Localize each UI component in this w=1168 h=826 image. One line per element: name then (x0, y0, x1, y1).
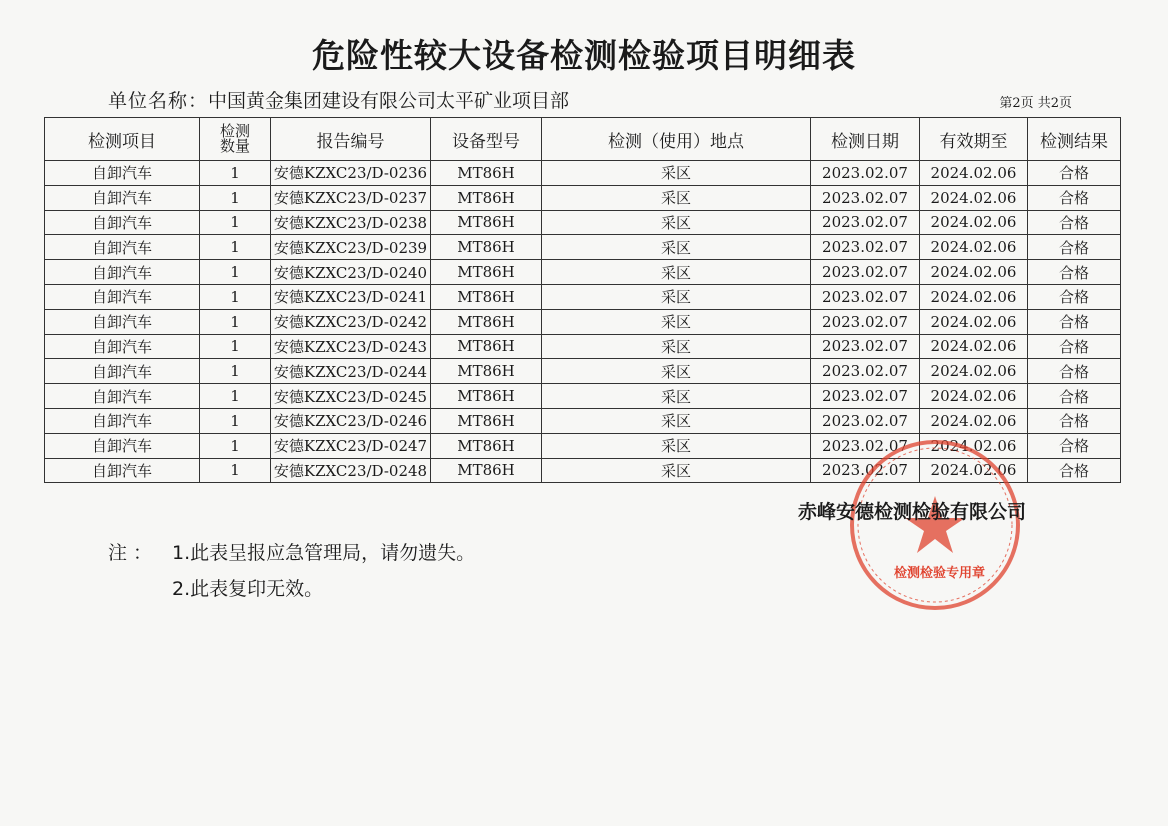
cell-valid: 2024.02.06 (920, 284, 1028, 309)
cell-model: MT86H (431, 185, 542, 210)
cell-item: 自卸汽车 (45, 408, 200, 433)
cell-report-no: 安德KZXC23/D-0244 (271, 359, 431, 384)
cell-item: 自卸汽车 (45, 458, 200, 483)
cell-report-no: 安德KZXC23/D-0238 (271, 210, 431, 235)
cell-item: 自卸汽车 (45, 235, 200, 260)
cell-report-no: 安德KZXC23/D-0247 (271, 433, 431, 458)
cell-result: 合格 (1028, 408, 1121, 433)
cell-qty: 1 (200, 210, 271, 235)
cell-report-no: 安德KZXC23/D-0240 (271, 260, 431, 285)
cell-result: 合格 (1028, 458, 1121, 483)
note-line-2: 2.此表复印无效。 (172, 578, 324, 600)
cell-date: 2023.02.07 (811, 161, 920, 186)
cell-valid: 2024.02.06 (920, 433, 1028, 458)
cell-date: 2023.02.07 (811, 210, 920, 235)
cell-qty: 1 (200, 284, 271, 309)
cell-result: 合格 (1028, 359, 1121, 384)
cell-valid: 2024.02.06 (920, 334, 1028, 359)
table-row (45, 210, 1121, 235)
cell-valid: 2024.02.06 (920, 235, 1028, 260)
cell-valid: 2024.02.06 (920, 408, 1028, 433)
cell-date: 2023.02.07 (811, 408, 920, 433)
cell-qty: 1 (200, 185, 271, 210)
cell-date: 2023.02.07 (811, 235, 920, 260)
cell-valid: 2024.02.06 (920, 260, 1028, 285)
header-valid: 有效期至 (920, 118, 1028, 161)
cell-result: 合格 (1028, 161, 1121, 186)
table-body (45, 161, 1121, 483)
cell-model: MT86H (431, 260, 542, 285)
company-name: 赤峰安德检测检验有限公司 (798, 501, 1027, 523)
header-location: 检测（使用）地点 (542, 118, 811, 161)
page-info: 第2页 共2页 (999, 96, 1072, 111)
cell-qty: 1 (200, 309, 271, 334)
header-report-no: 报告编号 (271, 118, 431, 161)
cell-location: 采区 (542, 210, 811, 235)
cell-valid: 2024.02.06 (920, 359, 1028, 384)
cell-item: 自卸汽车 (45, 284, 200, 309)
cell-model: MT86H (431, 309, 542, 334)
cell-location: 采区 (542, 408, 811, 433)
cell-report-no: 安德KZXC23/D-0246 (271, 408, 431, 433)
cell-qty: 1 (200, 359, 271, 384)
cell-date: 2023.02.07 (811, 433, 920, 458)
cell-qty: 1 (200, 161, 271, 186)
note-lead: 注 ： (108, 542, 153, 564)
cell-report-no: 安德KZXC23/D-0243 (271, 334, 431, 359)
header-model: 设备型号 (431, 118, 542, 161)
cell-location: 采区 (542, 334, 811, 359)
cell-item: 自卸汽车 (45, 161, 200, 186)
cell-model: MT86H (431, 359, 542, 384)
cell-location: 采区 (542, 235, 811, 260)
cell-date: 2023.02.07 (811, 359, 920, 384)
cell-date: 2023.02.07 (811, 284, 920, 309)
table-row (45, 235, 1121, 260)
cell-model: MT86H (431, 210, 542, 235)
header-date: 检测日期 (811, 118, 920, 161)
cell-location: 采区 (542, 161, 811, 186)
cell-report-no: 安德KZXC23/D-0236 (271, 161, 431, 186)
cell-location: 采区 (542, 185, 811, 210)
header-item: 检测项目 (45, 118, 200, 161)
cell-location: 采区 (542, 384, 811, 409)
cell-result: 合格 (1028, 284, 1121, 309)
cell-item: 自卸汽车 (45, 433, 200, 458)
cell-model: MT86H (431, 334, 542, 359)
cell-model: MT86H (431, 408, 542, 433)
cell-report-no: 安德KZXC23/D-0245 (271, 384, 431, 409)
cell-date: 2023.02.07 (811, 334, 920, 359)
cell-item: 自卸汽车 (45, 260, 200, 285)
cell-location: 采区 (542, 309, 811, 334)
cell-valid: 2024.02.06 (920, 309, 1028, 334)
cell-item: 自卸汽车 (45, 210, 200, 235)
note-text-1: 1.此表呈报应急管理局，请勿遗失。 (172, 542, 476, 564)
cell-result: 合格 (1028, 185, 1121, 210)
cell-qty: 1 (200, 384, 271, 409)
cell-result: 合格 (1028, 334, 1121, 359)
cell-model: MT86H (431, 384, 542, 409)
cell-valid: 2024.02.06 (920, 185, 1028, 210)
header-result: 检测结果 (1028, 118, 1121, 161)
cell-result: 合格 (1028, 235, 1121, 260)
cell-qty: 1 (200, 433, 271, 458)
cell-report-no: 安德KZXC23/D-0242 (271, 309, 431, 334)
table-row (45, 408, 1121, 433)
cell-qty: 1 (200, 334, 271, 359)
cell-result: 合格 (1028, 309, 1121, 334)
cell-qty: 1 (200, 260, 271, 285)
cell-item: 自卸汽车 (45, 185, 200, 210)
cell-result: 合格 (1028, 210, 1121, 235)
table-row (45, 284, 1121, 309)
cell-valid: 2024.02.06 (920, 458, 1028, 483)
cell-report-no: 安德KZXC23/D-0237 (271, 185, 431, 210)
cell-location: 采区 (542, 284, 811, 309)
cell-valid: 2024.02.06 (920, 384, 1028, 409)
table-row (45, 309, 1121, 334)
cell-qty: 1 (200, 235, 271, 260)
table-row (45, 359, 1121, 384)
cell-report-no: 安德KZXC23/D-0239 (271, 235, 431, 260)
table-row (45, 260, 1121, 285)
cell-model: MT86H (431, 161, 542, 186)
cell-date: 2023.02.07 (811, 384, 920, 409)
unit-line (108, 86, 569, 113)
cell-qty: 1 (200, 458, 271, 483)
cell-date: 2023.02.07 (811, 309, 920, 334)
cell-valid: 2024.02.06 (920, 161, 1028, 186)
cell-qty: 1 (200, 408, 271, 433)
cell-location: 采区 (542, 458, 811, 483)
table-row (45, 185, 1121, 210)
cell-date: 2023.02.07 (811, 458, 920, 483)
cell-result: 合格 (1028, 433, 1121, 458)
cell-location: 采区 (542, 433, 811, 458)
table-row (45, 334, 1121, 359)
official-seal-icon (848, 438, 1022, 612)
inspection-table (44, 117, 1121, 483)
cell-date: 2023.02.07 (811, 260, 920, 285)
cell-model: MT86H (431, 433, 542, 458)
cell-location: 采区 (542, 260, 811, 285)
header-qty-line1: 检测 (219, 122, 250, 140)
unit-name: 中国黄金集团建设有限公司太平矿业项目部 (208, 90, 570, 112)
unit-label: 单位名称： (108, 90, 209, 112)
page-title: 危险性较大设备检测检验项目明细表 (312, 36, 856, 75)
header-qty (200, 118, 271, 161)
cell-valid: 2024.02.06 (920, 210, 1028, 235)
cell-model: MT86H (431, 458, 542, 483)
table-row (45, 384, 1121, 409)
cell-report-no: 安德KZXC23/D-0248 (271, 458, 431, 483)
table-row (45, 161, 1121, 186)
note-line-1 (108, 538, 475, 565)
cell-date: 2023.02.07 (811, 185, 920, 210)
table-header-row (45, 118, 1121, 161)
cell-location: 采区 (542, 359, 811, 384)
header-qty-line2: 数量 (219, 137, 250, 155)
cell-item: 自卸汽车 (45, 309, 200, 334)
cell-report-no: 安德KZXC23/D-0241 (271, 284, 431, 309)
cell-result: 合格 (1028, 260, 1121, 285)
cell-result: 合格 (1028, 384, 1121, 409)
cell-item: 自卸汽车 (45, 359, 200, 384)
cell-item: 自卸汽车 (45, 334, 200, 359)
seal-text: 检测检验专用章 (894, 566, 986, 581)
cell-model: MT86H (431, 235, 542, 260)
cell-item: 自卸汽车 (45, 384, 200, 409)
cell-model: MT86H (431, 284, 542, 309)
